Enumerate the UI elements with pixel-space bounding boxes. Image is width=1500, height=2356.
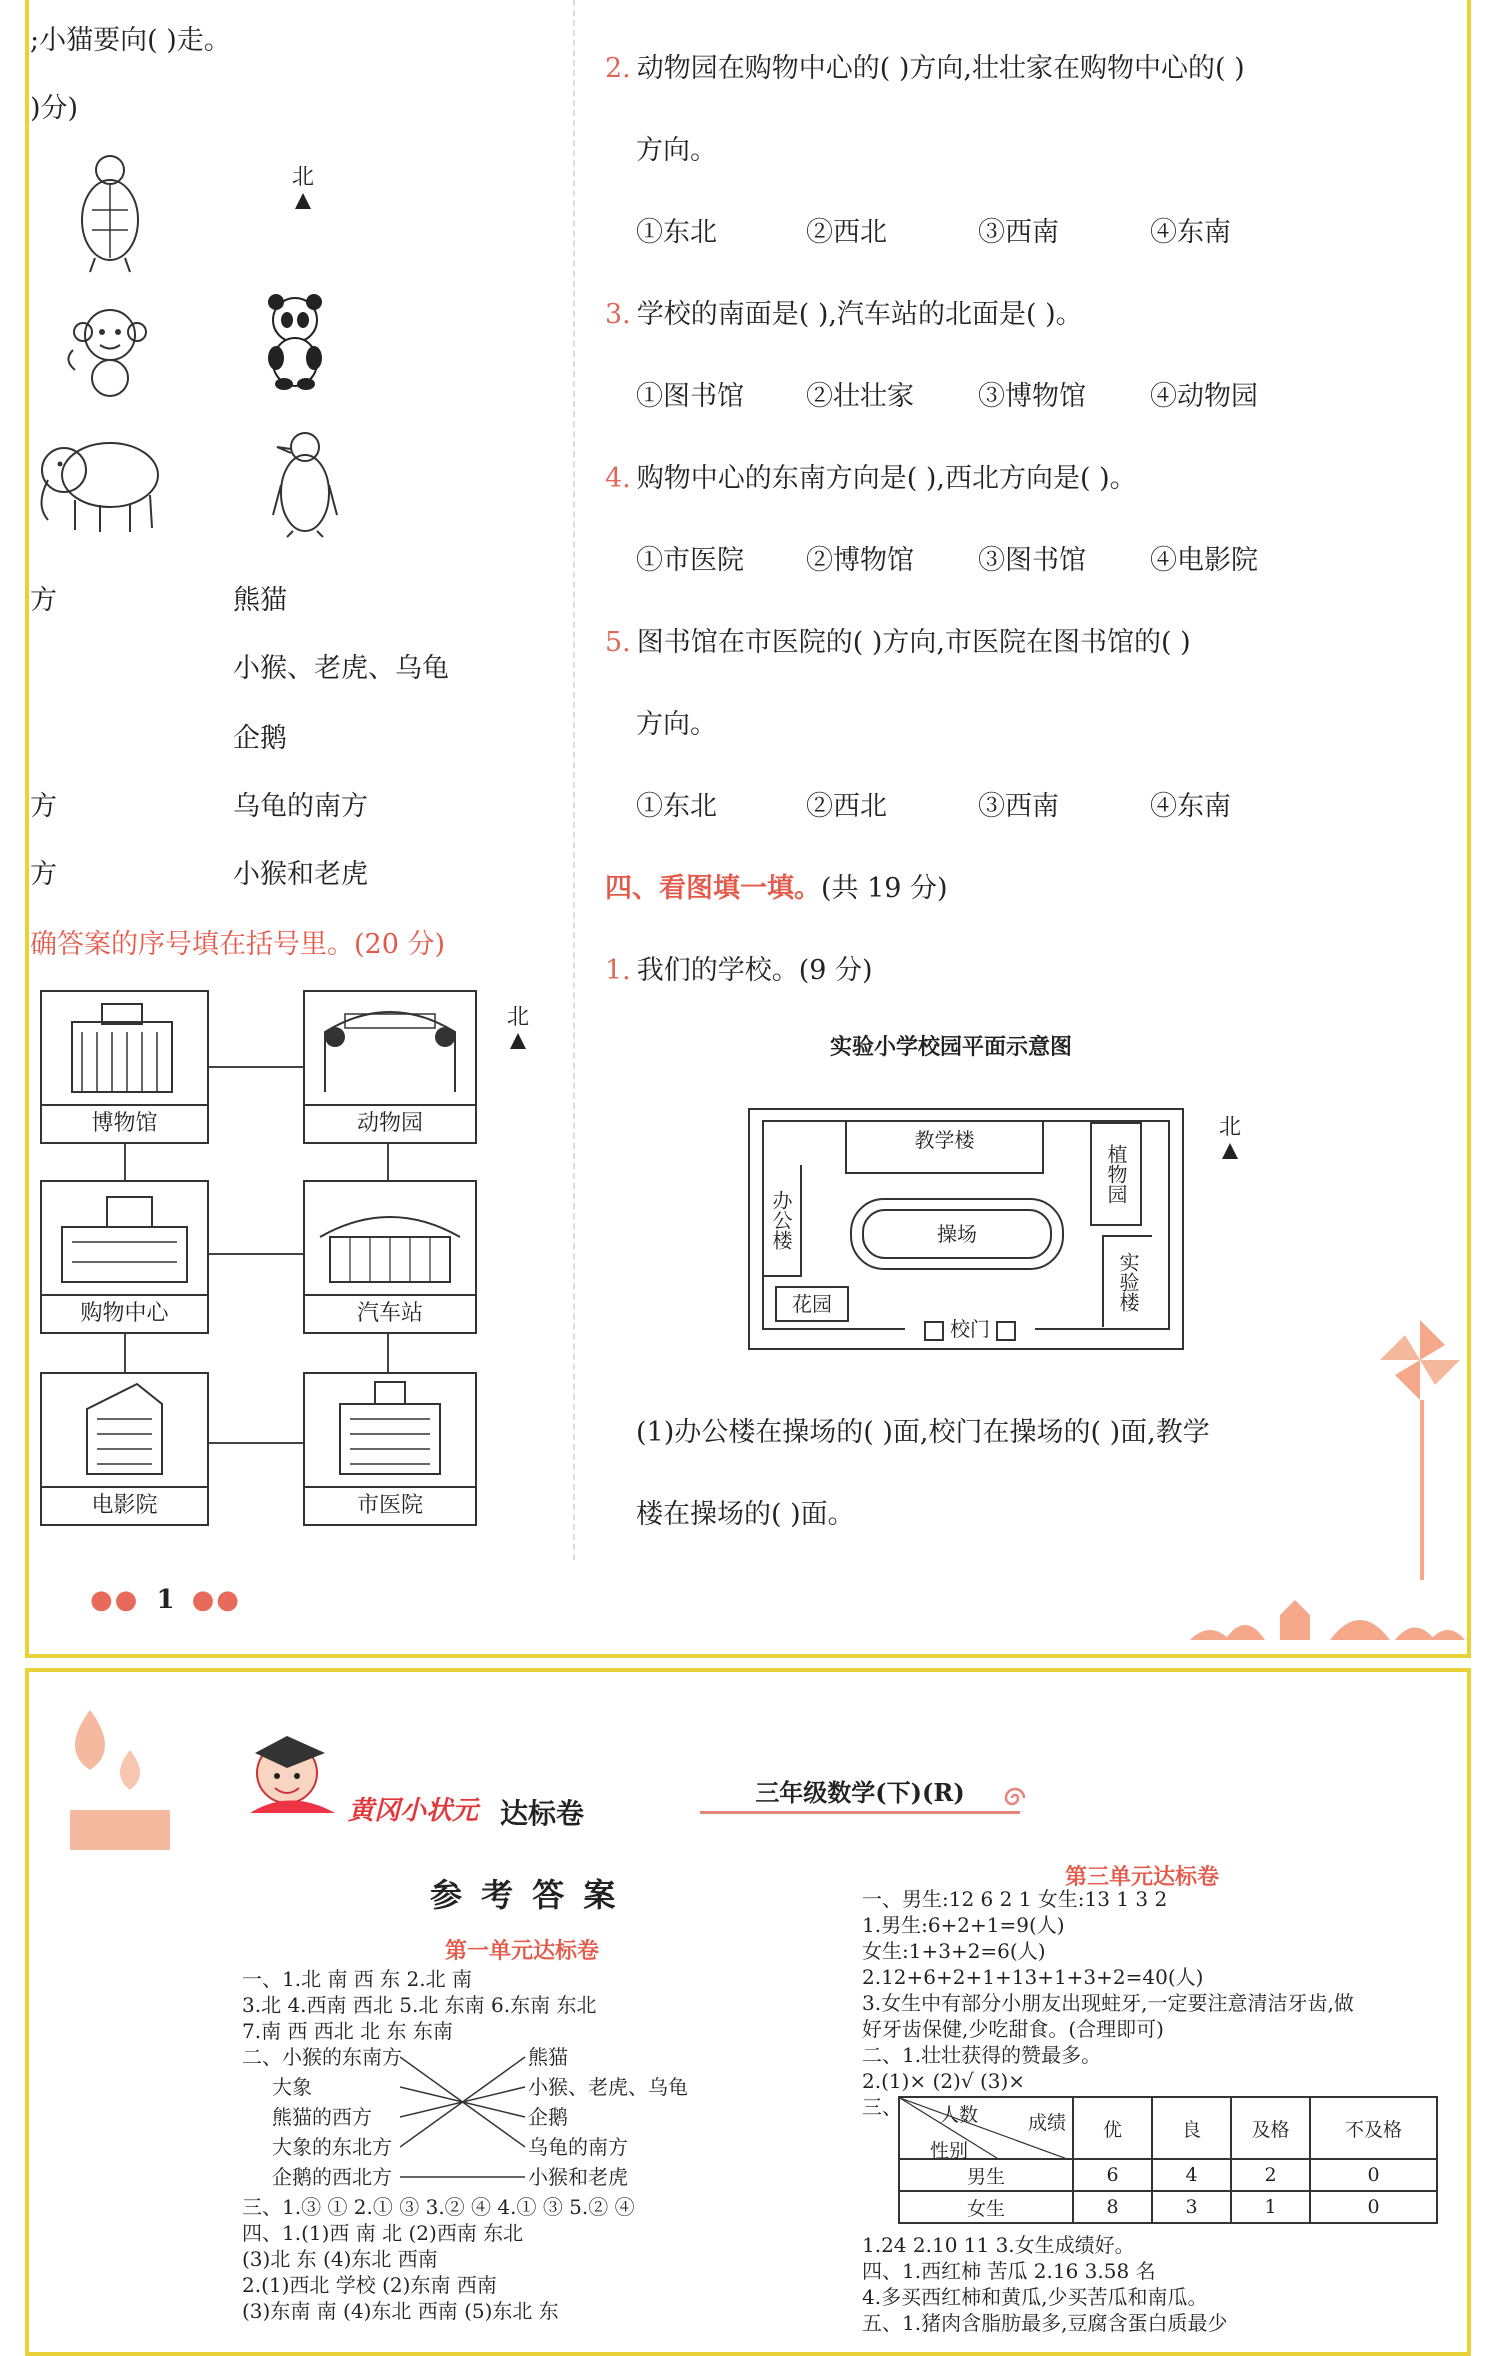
table-row <box>899 2191 1437 2223</box>
match-right: 乌龟的南方 <box>528 2135 628 2159</box>
option: ④电影院 <box>1150 545 1258 576</box>
corner-mid: 成绩 <box>1028 2112 1067 2134</box>
unit3-title: 第三单元达标卷 <box>1065 1864 1220 1890</box>
place-label: 市医院 <box>305 1486 475 1524</box>
option: ①市医院 <box>636 545 744 576</box>
option: ②壮壮家 <box>806 381 914 412</box>
north-indicator-1 <box>288 160 318 209</box>
answer-line: 7.南 西 西北 北 东 东南 <box>242 2019 453 2043</box>
place-cinema <box>40 1372 209 1526</box>
lab-label: 实验楼 <box>1116 1252 1140 1312</box>
answer-line: 2.(1)× (2)√ (3)× <box>862 2069 1026 2093</box>
table-cell: 0 <box>1310 2159 1437 2191</box>
question-2: 2. 动物园在购物中心的( )方向,壮壮家在购物中心的( ) <box>605 53 1245 84</box>
table-corner <box>899 2097 1073 2162</box>
match-right-item: 企鹅 <box>233 723 287 754</box>
answer-line: 3.北 4.西南 西北 5.北 东南 6.东南 东北 <box>242 1993 597 2017</box>
place-label: 电影院 <box>42 1486 207 1524</box>
corner-bottom: 性别 <box>930 2140 969 2162</box>
grade-banner <box>700 1775 1020 1814</box>
garden-label: 花园 <box>792 1292 832 1316</box>
place-zoo <box>303 990 477 1144</box>
place-label: 动物园 <box>305 1104 475 1142</box>
column-divider <box>573 0 575 1560</box>
option: ③图书馆 <box>978 545 1086 576</box>
brand-name: 黄冈小状元 <box>348 1796 479 1826</box>
answer-line: 四、1.西红柿 苦瓜 2.16 3.58 名 <box>862 2259 1156 2283</box>
matching-lines <box>400 2044 530 2194</box>
connector <box>207 1066 303 1068</box>
match-right: 企鹅 <box>528 2105 568 2129</box>
panda-illustration <box>258 290 333 390</box>
north-arrow-icon <box>295 193 311 209</box>
page-number: ●● 1 ●● <box>90 1585 241 1615</box>
table-header: 优 <box>1073 2097 1152 2159</box>
gate-label: 校门 <box>950 1317 990 1341</box>
elephant-illustration <box>30 430 170 540</box>
answer-line: 4.多买西红柿和黄瓜,少买苦瓜和南瓜。 <box>862 2285 1208 2309</box>
answer-line: 1.24 2.10 11 3.女生成绩好。 <box>862 2233 1135 2257</box>
option: ①东北 <box>636 791 717 822</box>
answer-line: 女生:1+3+2=6(人) <box>862 1939 1046 1963</box>
place-museum <box>40 990 209 1144</box>
question-3: 3. 学校的南面是( ),汽车站的北面是( )。 <box>605 299 1083 330</box>
map-title: 实验小学校园平面示意图 <box>830 1034 1073 1060</box>
answer-line: 3.女生中有部分小朋友出现蛀牙,一定要注意清洁牙齿,做 <box>862 1991 1354 2015</box>
table-cell: 4 <box>1152 2159 1231 2191</box>
unit1-title: 第一单元达标卷 <box>445 1938 600 1964</box>
table-header: 不及格 <box>1310 2097 1437 2159</box>
option: ②博物馆 <box>806 545 914 576</box>
mall-icon <box>42 1182 207 1292</box>
place-bus-station <box>303 1180 477 1334</box>
place-hospital <box>303 1372 477 1526</box>
pinwheel-decoration <box>1380 1320 1460 1590</box>
teaching-label: 教学楼 <box>914 1128 975 1152</box>
corner-top: 人数 <box>940 2104 979 2126</box>
match-left: 企鹅的西北方 <box>272 2165 392 2189</box>
playground-label: 操场 <box>937 1222 977 1246</box>
table-cell: 6 <box>1073 2159 1152 2191</box>
office-building <box>762 1165 802 1277</box>
question-cut-2: )分) <box>30 93 79 124</box>
match-left: 熊猫的西方 <box>272 2105 372 2129</box>
section4-q1: 1. 我们的学校。(9 分) <box>605 955 873 986</box>
answer-line: 四、1.(1)西 南 北 (2)西南 东北 <box>242 2221 524 2245</box>
match-right: 熊猫 <box>528 2045 568 2069</box>
table-cell: 8 <box>1073 2191 1152 2223</box>
teaching-building <box>845 1122 1044 1174</box>
north-indicator-2 <box>503 1000 533 1049</box>
plant-garden <box>1090 1122 1142 1226</box>
option: ③西南 <box>978 791 1059 822</box>
option: ④动物园 <box>1150 381 1258 412</box>
north-label: 北 <box>1218 1115 1241 1140</box>
map-north-indicator <box>1215 1110 1245 1159</box>
mascot-icon <box>235 1718 345 1828</box>
match-left: 大象的东北方 <box>272 2135 392 2159</box>
connector <box>387 1142 389 1180</box>
answer-line: 1.男生:6+2+1=9(人) <box>862 1913 1065 1937</box>
zoo-gate-icon <box>305 992 475 1102</box>
match-right-item: 小猴和老虎 <box>233 859 368 890</box>
brand-suffix: 达标卷 <box>500 1797 585 1830</box>
question-4: 4. 购物中心的东南方向是( ),西北方向是( )。 <box>605 463 1137 494</box>
penguin-illustration <box>265 425 345 540</box>
bus-station-icon <box>305 1182 475 1292</box>
museum-icon <box>42 992 207 1102</box>
question-cut-1: ;小猫要向( )走。 <box>30 25 231 56</box>
answers-title: 参 考 答 案 <box>430 1876 620 1914</box>
question-5-cont: 方向。 <box>636 709 717 740</box>
north-label: 北 <box>506 1005 529 1030</box>
section4-heading: 四、看图填一填。(共 19 分) <box>605 873 948 904</box>
table-header: 良 <box>1152 2097 1231 2159</box>
option: ①东北 <box>636 217 717 248</box>
answer-line: 一、1.北 南 西 东 2.北 南 <box>242 1967 472 1991</box>
table-cell: 1 <box>1231 2191 1310 2223</box>
table-prefix: 三、 <box>862 2095 902 2119</box>
table-row <box>899 2159 1437 2191</box>
lab-building <box>1102 1235 1152 1327</box>
school-gate <box>905 1315 1035 1343</box>
row-label: 男生 <box>899 2159 1073 2191</box>
connector <box>124 1142 126 1180</box>
place-label: 汽车站 <box>305 1294 475 1332</box>
houses-decoration <box>1190 1580 1465 1640</box>
answer-line: 一、男生:12 6 2 1 女生:13 1 3 2 <box>862 1887 1168 1911</box>
onion-dome-decoration <box>30 1690 190 1850</box>
option: ③西南 <box>978 217 1059 248</box>
match-right-item: 小猴、老虎、乌龟 <box>233 653 449 684</box>
match-right: 小猴、老虎、乌龟 <box>528 2075 688 2099</box>
match-left: 大象 <box>272 2075 312 2099</box>
answer-line: 三、1.③ ① 2.① ③ 3.② ④ 4.① ③ 5.② ④ <box>242 2195 635 2219</box>
campus-map <box>748 1108 1184 1350</box>
playground-track <box>862 1209 1052 1259</box>
score-table <box>898 2096 1438 2224</box>
table-cell: 3 <box>1152 2191 1231 2223</box>
office-label: 办公楼 <box>769 1190 793 1250</box>
answer-line: 2.12+6+2+1+13+1+3+2=40(人) <box>862 1965 1204 1989</box>
option: ①图书馆 <box>636 381 744 412</box>
grade-label: 三年级数学(下)(R) <box>755 1778 965 1807</box>
north-arrow-icon <box>1222 1143 1238 1159</box>
table-cell: 2 <box>1231 2159 1310 2191</box>
fill-question-1-cont: 楼在操场的( )面。 <box>636 1499 855 1530</box>
flower-garden <box>775 1286 849 1322</box>
match-left-cut: 方 <box>30 791 57 822</box>
answer-line: 二、1.壮壮获得的赞最多。 <box>862 2043 1102 2067</box>
north-arrow-icon <box>510 1033 526 1049</box>
match-left-cut: 方 <box>30 859 57 890</box>
question-5: 5. 图书馆在市医院的( )方向,市医院在图书馆的( ) <box>605 627 1191 658</box>
cinema-icon <box>42 1374 207 1484</box>
playground <box>850 1198 1064 1270</box>
answer-line: 好牙齿保健,少吃甜食。(合理即可) <box>862 2017 1164 2041</box>
fill-question-1: (1)办公楼在操场的( )面,校门在操场的( )面,教学 <box>636 1417 1210 1448</box>
place-shopping-center <box>40 1180 209 1334</box>
answer-line: (3)北 东 (4)东北 西南 <box>242 2247 438 2271</box>
match-left-cut: 方 <box>30 585 57 616</box>
swirl-icon <box>995 1778 1035 1818</box>
row-label: 女生 <box>899 2191 1073 2223</box>
monkey-illustration <box>55 300 155 400</box>
option: ④东南 <box>1150 217 1231 248</box>
place-label: 购物中心 <box>42 1294 207 1332</box>
connector <box>207 1253 303 1255</box>
turtle-illustration <box>70 150 150 275</box>
place-label: 博物馆 <box>42 1104 207 1142</box>
match-right-item: 乌龟的南方 <box>233 791 368 822</box>
question-2-cont: 方向。 <box>636 135 717 166</box>
connector <box>387 1330 389 1372</box>
north-label: 北 <box>291 165 314 190</box>
page-number-value: 1 <box>156 1585 175 1615</box>
connector <box>124 1330 126 1372</box>
answer-line: 2.(1)西北 学校 (2)东南 西南 <box>242 2273 497 2297</box>
plants-label: 植物园 <box>1104 1144 1128 1204</box>
answer-line: 五、1.猪肉含脂肪最多,豆腐含蛋白质最少 <box>862 2311 1228 2335</box>
connector <box>207 1442 303 1444</box>
table-cell: 0 <box>1310 2191 1437 2223</box>
table-header: 及格 <box>1231 2097 1310 2159</box>
match-right: 小猴和老虎 <box>528 2165 628 2189</box>
section3-title: 确答案的序号填在括号里。(20 分) <box>30 929 446 960</box>
option: ③博物馆 <box>978 381 1086 412</box>
match-right-item: 熊猫 <box>233 585 287 616</box>
hospital-icon <box>305 1374 475 1484</box>
option: ④东南 <box>1150 791 1231 822</box>
answer-line: (3)东南 南 (4)东北 西南 (5)东北 东 <box>242 2299 559 2323</box>
match-left: 二、小猴的东南方 <box>242 2045 402 2069</box>
option: ②西北 <box>806 791 887 822</box>
brand-logo <box>348 1790 478 1827</box>
option: ②西北 <box>806 217 887 248</box>
